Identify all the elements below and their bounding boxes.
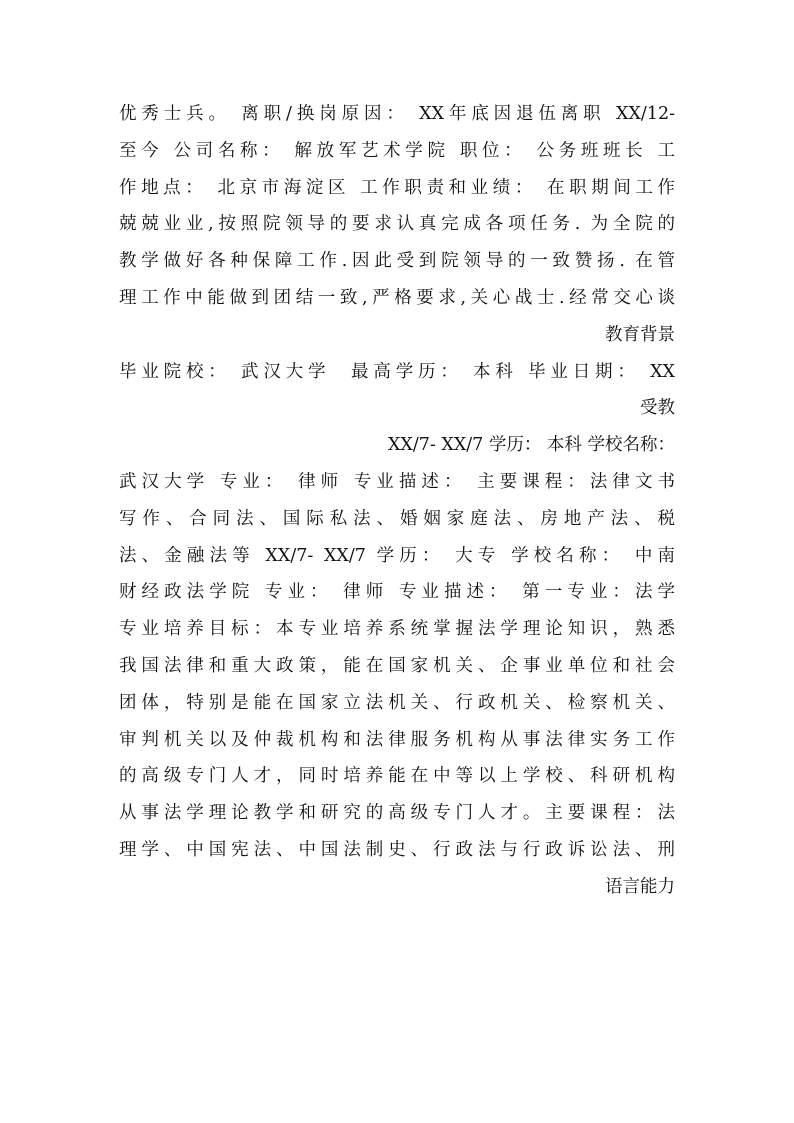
document-body bbox=[119, 96, 675, 906]
text-line: 财经政法学院 专业： 律师 专业描述： 第一专业：法学 bbox=[119, 582, 675, 603]
text-line: 理学、中国宪法、中国法制史、行政法与行政诉讼法、刑 bbox=[119, 839, 675, 860]
text-line: 我国法律和重大政策，能在国家机关、企事业单位和社会 bbox=[119, 655, 675, 676]
text-line: 团体，特别是能在国家立法机关、行政机关、检察机关、 bbox=[119, 692, 675, 713]
text-line: 法、金融法等 XX/7- XX/7 学历： 大专 学校名称： 中南 bbox=[119, 545, 675, 566]
text-line: 审判机关以及仲裁机构和法律服务机构从事法律实务工作 bbox=[119, 729, 675, 750]
text-line: 教学做好各种保障工作.因此受到院领导的一致赞扬. 在管 bbox=[119, 251, 675, 272]
text-line: 理工作中能做到团结一致,严格要求,关心战士.经常交心谈 bbox=[119, 287, 675, 308]
text-line bbox=[119, 390, 675, 427]
text-segment: XX/7- XX/7 学历： 本科 学校名称： bbox=[387, 435, 675, 456]
section-heading-education: 教育背景 bbox=[605, 324, 675, 345]
text-line: 优秀士兵。 离职/换岗原因： XX年底因退伍离职 XX/12- bbox=[119, 104, 675, 124]
text-line: 兢兢业业,按照院领导的要求认真完成各项任务. 为全院的 bbox=[119, 214, 675, 235]
section-heading-language: 语言能力 bbox=[605, 876, 675, 897]
text-line bbox=[119, 427, 675, 464]
text-line bbox=[119, 317, 675, 354]
text-segment: 受教 bbox=[640, 398, 675, 419]
text-line: 专业培养目标：本专业培养系统掌握法学理论知识，熟悉 bbox=[119, 619, 675, 640]
text-line: 的高级专门人才，同时培养能在中等以上学校、科研机构 bbox=[119, 766, 675, 787]
text-line: 武汉大学 专业： 律师 专业描述： 主要课程：法律文书 bbox=[119, 471, 675, 492]
text-line: 作地点： 北京市海淀区 工作职责和业绩： 在职期间工作 bbox=[119, 177, 675, 198]
text-line: 至今 公司名称： 解放军艺术学院 职位： 公务班班长 工 bbox=[119, 140, 675, 161]
text-line: 写作、合同法、国际私法、婚姻家庭法、房地产法、税 bbox=[119, 508, 675, 529]
text-line: 从事法学理论教学和研究的高级专门人才。主要课程：法 bbox=[119, 803, 675, 824]
text-line: 毕业院校： 武汉大学 最高学历： 本科 毕业日期： XX bbox=[119, 361, 675, 382]
text-line bbox=[119, 869, 675, 906]
